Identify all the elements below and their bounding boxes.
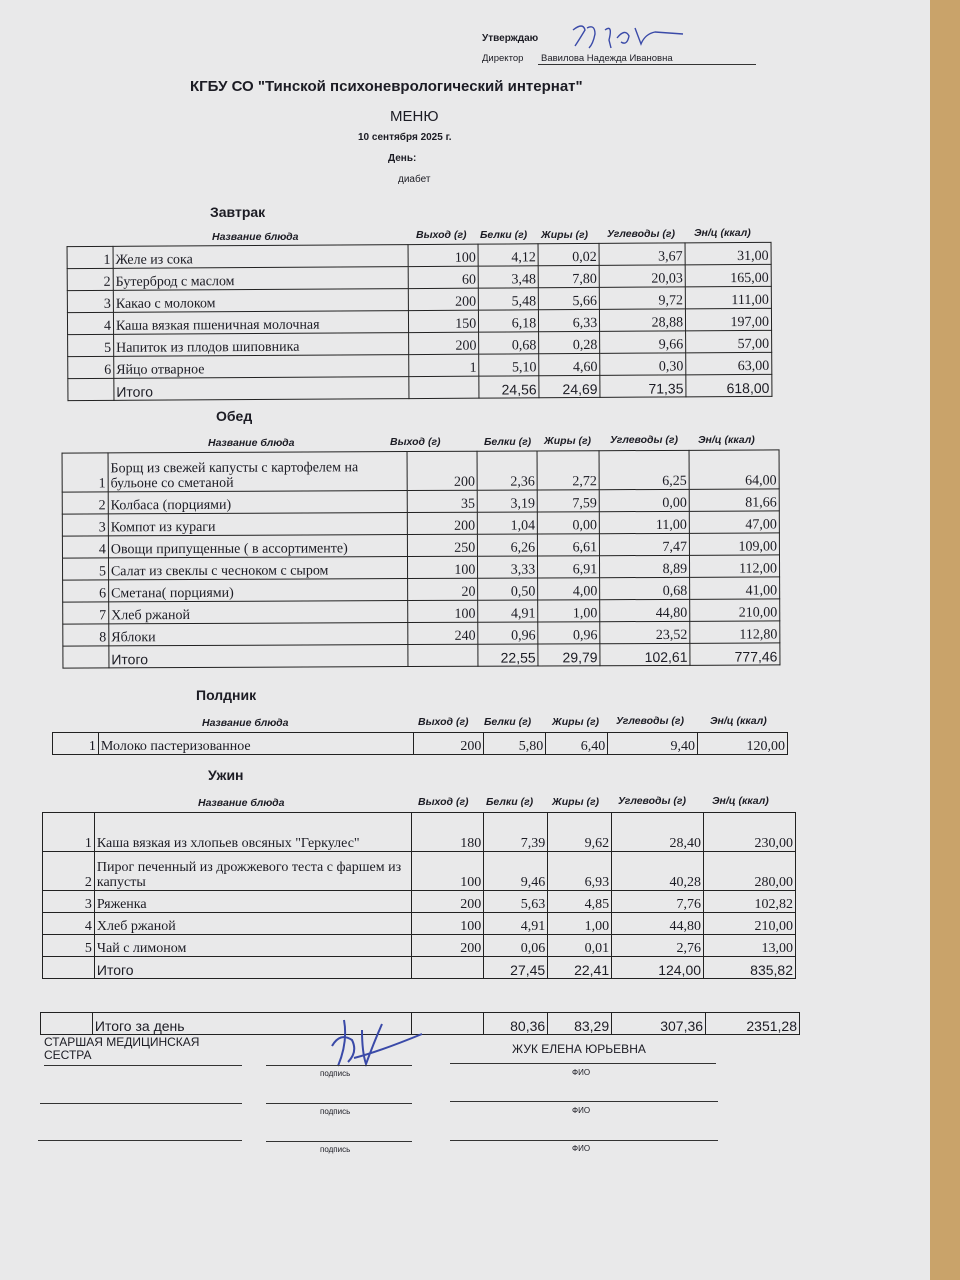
section-title-snack: Полдник: [196, 687, 257, 703]
table-row: 3 Какао с молоком 200 5,48 5,66 9,72 111,00: [67, 286, 771, 312]
col-yield: Выход (г): [418, 716, 469, 728]
col-fat: Жиры (г): [544, 435, 592, 447]
lunch-table: [62, 449, 781, 668]
section-title-lunch: Обед: [216, 408, 253, 424]
table-row: 4 Каша вязкая пшеничная молочная 150 6,18 6,33 28,88 197,00: [67, 308, 771, 334]
approval-name: Вавилова Надежда Ивановна: [541, 53, 673, 64]
fio-caption-1: ФИО: [572, 1068, 591, 1077]
table-row: 5 Напиток из плодов шиповника 200 0,68 0,28 9,66 57,00: [68, 330, 772, 356]
col-energy: Эн/ц (ккал): [712, 795, 769, 807]
col-carbs: Углеводы (г): [618, 795, 687, 807]
day-label: День:: [388, 153, 417, 164]
col-fat: Жиры (г): [552, 716, 600, 728]
table-row: 2 Колбаса (порциями) 35 3,19 7,59 0,00 81,66: [62, 489, 779, 514]
col-carbs: Углеводы (г): [616, 715, 685, 727]
diet-label: диабет: [398, 174, 431, 185]
col-name: Название блюда: [208, 437, 295, 449]
sign-caption-1: подпись: [320, 1069, 351, 1078]
table-row: 4 Хлеб ржаной 100 4,91 1,00 44,80 210,00: [43, 913, 796, 935]
table-row: 4 Овощи припущенные ( в ассортименте) 250 6,26 6,61 7,47 109,00: [62, 533, 779, 558]
day-total-row: Итого за день 80,36 83,29 307,36 2351,28: [41, 1013, 800, 1035]
col-energy: Эн/ц (ккал): [694, 227, 751, 239]
sign-line-1: [266, 1065, 412, 1066]
doc-title: МЕНЮ: [390, 108, 439, 125]
table-row: 8 Яблоки 240 0,96 0,96 23,52 112,80: [63, 621, 780, 646]
col-protein: Белки (г): [480, 229, 528, 241]
col-protein: Белки (г): [486, 796, 534, 808]
total-row: Итого 27,45 22,41 124,00 835,82: [43, 957, 796, 979]
fio-line-1: [450, 1063, 716, 1064]
col-name: Название блюда: [198, 797, 285, 809]
role-line-1: [44, 1065, 242, 1066]
sign-line-3: [266, 1141, 412, 1142]
table-row: 3 Ряженка 200 5,63 4,85 7,76 102,82: [43, 891, 796, 913]
total-row: Итого 24,56 24,69 71,35 618,00: [68, 374, 772, 400]
approval-label: Утверждаю: [482, 33, 539, 44]
section-title-dinner: Ужин: [208, 767, 244, 783]
col-energy: Эн/ц (ккал): [710, 715, 767, 727]
table-row: 1 Каша вязкая из хлопьев овсяных "Геркулес" 180 7,39 9,62 28,40 230,00: [43, 813, 796, 852]
col-carbs: Углеводы (г): [607, 228, 676, 240]
table-row: 1 Молоко пастеризованное 200 5,80 6,40 9,40 120,00: [53, 733, 788, 755]
sign-caption-3: подпись: [320, 1145, 351, 1154]
col-protein: Белки (г): [484, 436, 532, 448]
breakfast-table: [67, 242, 773, 401]
col-carbs: Углеводы (г): [610, 434, 679, 446]
table-row: 5 Салат из свеклы с чесноком с сыром 100 3,33 6,91 8,89 112,00: [62, 555, 779, 580]
section-title-breakfast: Завтрак: [210, 204, 266, 220]
table-row: 2 Пирог печенный из дрожжевого теста с фаршем из капусты 100 9,46 6,93 40,28 280,00: [43, 852, 796, 891]
col-yield: Выход (г): [416, 229, 467, 241]
table-row: 1 Желе из сока 100 4,12 0,02 3,67 31,00: [67, 242, 771, 268]
col-name: Название блюда: [212, 231, 299, 243]
col-yield: Выход (г): [390, 436, 441, 448]
fio-caption-3: ФИО: [572, 1144, 591, 1153]
approval-signature: [565, 18, 685, 56]
fio-line-2: [450, 1101, 718, 1102]
table-row: 5 Чай с лимоном 200 0,06 0,01 2,76 13,00: [43, 935, 796, 957]
signer-role: СТАРШАЯ МЕДИЦИНСКАЯ СЕСТРА: [44, 1035, 200, 1062]
approval-position: Директор: [482, 53, 524, 64]
fio-caption-2: ФИО: [572, 1106, 591, 1115]
table-row: 6 Сметана( порциями) 20 0,50 4,00 0,68 41,00: [63, 577, 780, 602]
dinner-table: [42, 812, 796, 979]
table-row: 1 Борщ из свежей капусты с картофелем на бульоне со сметаной 200 2,36 2,72 6,25 64,00: [62, 450, 779, 492]
col-name: Название блюда: [202, 717, 289, 729]
menu-date: 10 сентября 2025 г.: [358, 132, 452, 143]
table-row: 7 Хлеб ржаной 100 4,91 1,00 44,80 210,00: [63, 599, 780, 624]
signer-name: ЖУК ЕЛЕНА ЮРЬЕВНА: [512, 1042, 646, 1056]
org-title: КГБУ СО "Тинской психоневрологический интернат": [190, 78, 583, 95]
sign-line-2: [266, 1103, 412, 1104]
fio-line-3: [450, 1140, 718, 1141]
approval-line: [538, 64, 756, 65]
role-line-3: [38, 1140, 242, 1141]
role-line-2: [40, 1103, 242, 1104]
sign-caption-2: подпись: [320, 1107, 351, 1116]
col-fat: Жиры (г): [541, 229, 589, 241]
total-row: Итого 22,55 29,79 102,61 777,46: [63, 643, 780, 668]
col-fat: Жиры (г): [552, 796, 600, 808]
table-row: 3 Компот из кураги 200 1,04 0,00 11,00 47,00: [62, 511, 779, 536]
table-row: 6 Яйцо отварное 1 5,10 4,60 0,30 63,00: [68, 352, 772, 378]
table-row: 2 Бутерброд с маслом 60 3,48 7,80 20,03 165,00: [67, 264, 771, 290]
col-energy: Эн/ц (ккал): [698, 434, 755, 446]
snack-table: [52, 732, 788, 755]
col-protein: Белки (г): [484, 716, 532, 728]
col-yield: Выход (г): [418, 796, 469, 808]
